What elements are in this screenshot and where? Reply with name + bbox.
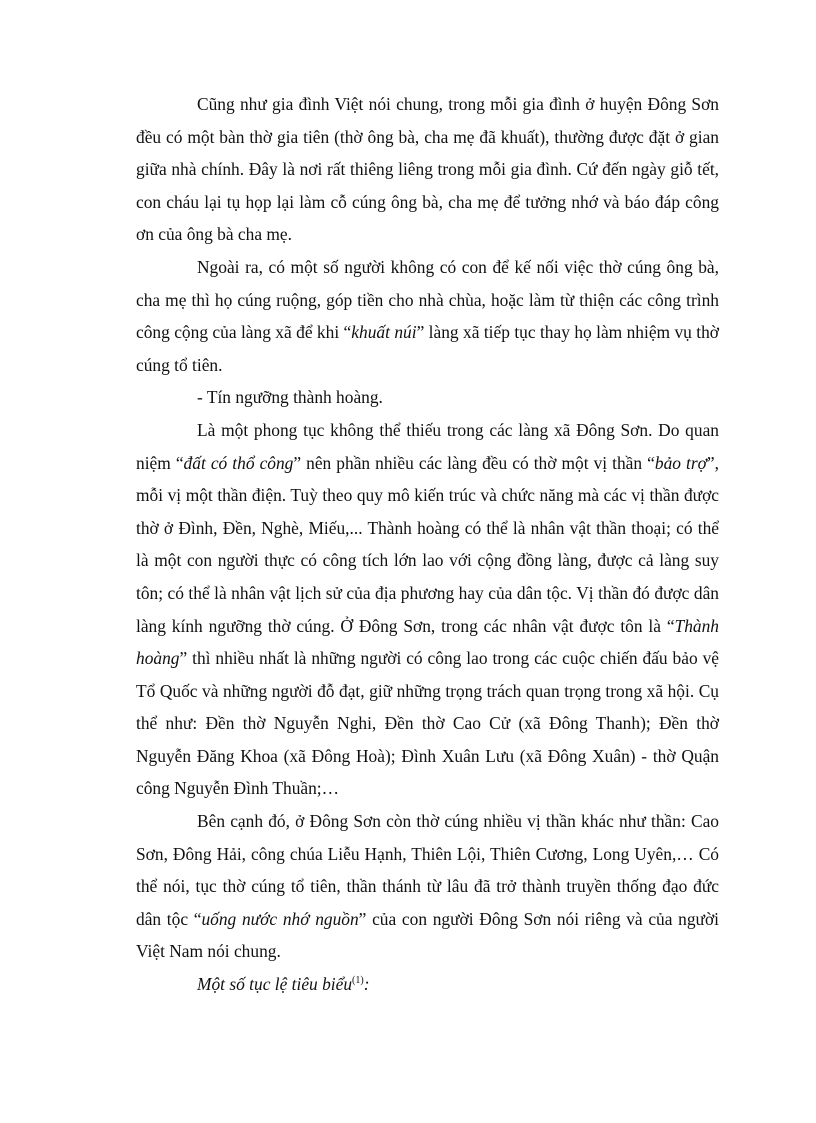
text-run: Ngoài ra, có một số người không có con để kế nối việc thờ cúng ông bà, cha mẹ thì họ cúng ruộng, góp tiền cho nhà chùa, hoặc làm từ thiện các công trình công cộng của làng xã để khi “ bbox=[136, 256, 719, 343]
italic-term: bảo trợ bbox=[654, 452, 707, 473]
text-run: Là một phong tục không thể thiếu trong các làng xã Đông Sơn. Do quan niệm “ bbox=[136, 419, 719, 473]
section-heading-tutelary-belief: - Tín ngưỡng thành hoàng. bbox=[197, 387, 383, 408]
paragraph-family-altar: Cũng như gia đình Việt nói chung, trong mỗi gia đình ở huyện Đông Sơn đều có một bàn thờ gia tiên (thờ ông bà, cha mẹ đã khuất), thường được đặt ở gian giữa nhà chính. Đây là nơi rất thiêng liêng trong mỗi gia đình. Cứ đến ngày giỗ tết, con cháu lại tụ họp lại làm cỗ cúng ông bà, cha mẹ để tưởng nhớ và báo đáp công ơn của ông bà cha mẹ. bbox=[136, 94, 719, 245]
text-run: ”, mỗi vị một thần điện. Tuỳ theo quy mô kiến trúc và chức năng mà các vị thần được thờ ở Đình, Đền, Nghè, Miếu,... Thành hoàng có thể là nhân vật thần thoại; có thể là một con người thực có công tích lớn lao với cộng đồng làng, được cả làng suy tôn; có thể là nhân vật lịch sử của địa phương hay của dân tộc. Vị thần đó được dân làng kính ngưỡng thờ cúng. Ở Đông Sơn, trong các nhân vật được tôn là “ bbox=[136, 452, 719, 636]
italic-heading: Một số tục lệ tiêu biểu bbox=[197, 974, 353, 995]
paragraph-other-deities bbox=[136, 805, 719, 968]
text-run: ” làng xã tiếp tục thay họ làm nhiệm vụ thờ cúng tổ tiên. bbox=[136, 322, 719, 375]
text-run: : bbox=[363, 974, 370, 995]
italic-term: đất có thổ công bbox=[183, 452, 294, 473]
paragraph-land-donation bbox=[136, 251, 719, 381]
text-run: ” thì nhiều nhất là những người có công lao trong các cuộc chiến đấu bảo vệ Tổ Quốc và những người đỗ đạt, giữ những trọng trách quan trọng trong xã hội. Cụ thể như: Đền thờ Nguyễn Nghi, Đền thờ Cao Cử (xã Đông Thanh); Đền thờ Nguyễn Đăng Khoa (xã Đông Hoà); Đình Xuân Lưu (xã Đông Xuân) - thờ Quận công Nguyễn Đình Thuần;… bbox=[136, 648, 719, 799]
italic-term: khuất núi bbox=[351, 322, 417, 343]
text-run: Bên cạnh đó, ở Đông Sơn còn thờ cúng nhiều vị thần khác như thần: Cao Sơn, Đông Hải, công chúa Liễu Hạnh, Thiên Lội, Thiên Cương, Long Uyên,… Có thể nói, tục thờ cúng tổ tiên, thần thánh từ lâu đã trở thành truyền thống đạo đức dân tộc “ bbox=[136, 811, 719, 929]
text-run: ” của con người Đông Sơn nói riêng và của người Việt Nam nói chung. bbox=[136, 908, 719, 962]
paragraph-tutelary-gods bbox=[136, 414, 719, 805]
text-run: ” nên phần nhiều các làng đều có thờ một vị thần “ bbox=[293, 452, 655, 473]
italic-term: uống nước nhớ nguồn bbox=[201, 908, 359, 929]
italic-term: Thành hoàng bbox=[136, 615, 719, 669]
subsection-heading-customs bbox=[136, 968, 719, 1001]
footnote-ref: (1) bbox=[352, 975, 364, 987]
